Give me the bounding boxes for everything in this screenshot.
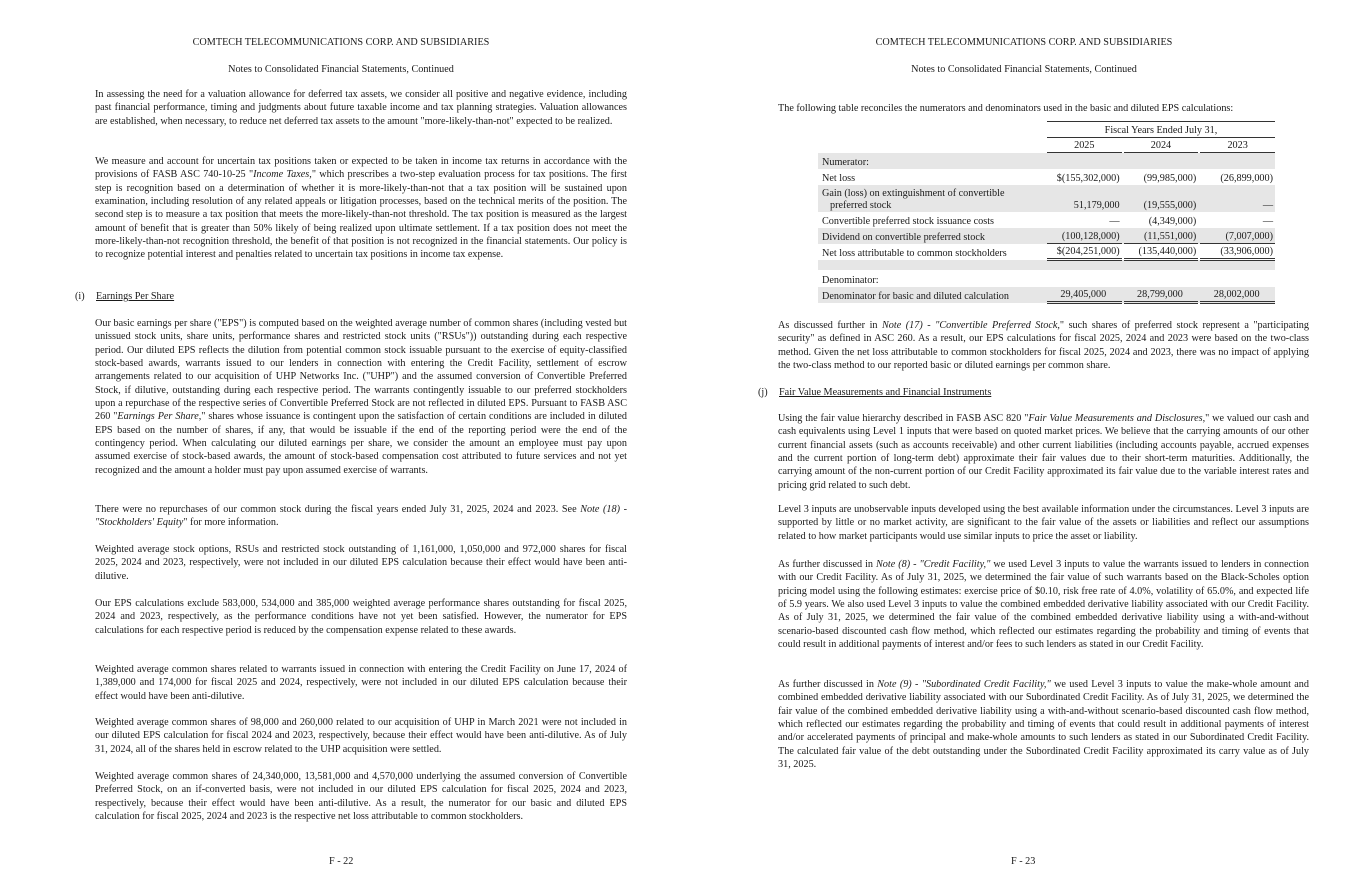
eps-reconciliation-table (818, 121, 1275, 304)
table-row (818, 212, 1275, 228)
period-header: Fiscal Years Ended July 31, (1047, 122, 1275, 138)
cell-2025: (100,128,000) (1047, 228, 1122, 244)
table-row (818, 228, 1275, 244)
cell-2024: (4,349,000) (1148, 215, 1197, 227)
row-label: Net loss (822, 172, 856, 184)
cell-2023: — (1200, 185, 1275, 212)
paragraph-level3-inputs: Level 3 inputs are unobservable inputs developed using the best available information under the circumstances. Level 3 inputs are supported by little or no market activity, are significant to the fair value of the assets or liabilities and reflect our assumptions related to how market participants would use similar inputs to price the asset or liability. (778, 504, 1309, 542)
cell-2025: — (1109, 215, 1120, 227)
section-letter: (j) (758, 387, 768, 398)
paragraph-performance-shares: Our EPS calculations exclude 583,000, 534,000 and 385,000 weighted average performance shares outstanding for fiscal 2025, 2024 and 2023, respectively, as the performance conditions have not yet been satisfied. However, the numerator for EPS calculations for each respective period is reduced by the compensation expense related to these awards. (95, 598, 627, 636)
company-header: COMTECH TELECOMMUNICATIONS CORP. AND SUBSIDIARIES (875, 37, 1173, 48)
paragraph-eps-definition: Our basic earnings per share ("EPS") is computed based on the weighted average number of common shares (including vested but unissued stock units, share units, performance shares and restricted stock units ("RSUs")) outstanding during each respective period. Our diluted EPS reflects the dilution from potential common stock issuable pursuant to the exercise of equity-classified stock-based awards, warrants issued to our lenders in connection with entering the Credit Facility, settlement of escrow arrangements related to our acquisition of UHP Networks Inc. ("UHP") and the assumed conversion of Convertible Preferred Stock, if dilutive, outstanding during each respective period. The warrants contingently issuable to our preferred stockholders upon a repurchase of the respective series of Convertible Preferred Stock are not reflected in diluted EPS. Pursuant to FASB ASC 260 "Earnings Per Share," shares whose issuance is contingent upon the satisfaction of certain conditions are included in diluted EPS based on the number of shares, if any, that would be issuable if the end of the reporting period were the end of the contingency period. When calculating our diluted earnings per share, we consider the amount an employee must pay upon assumed exercise of stock-based awards, the amount of stock-based compensation cost attributed to future services and not yet recognized and the amount a holder must pay upon assumed exercise of warrants. (95, 318, 627, 476)
left-page (0, 0, 682, 889)
section-letter: (i) (75, 291, 85, 302)
row-label: Gain (loss) on extinguishment of convertible preferred stock (818, 185, 1045, 212)
cell-2023: (7,007,000) (1200, 228, 1275, 244)
paragraph-warrants: Weighted average common shares related to warrants issued in connection with entering the Credit Facility on June 17, 2024 of 1,389,000 and 174,000 for fiscal 2025 and 2024, respectively, were not included in our diluted EPS calculation because their effect would have been anti-dilutive. (95, 664, 627, 702)
cell-2024: (19,555,000) (1124, 185, 1199, 212)
section-title: Earnings Per Share (96, 291, 175, 302)
row-label: Denominator for basic and diluted calculation (818, 287, 1045, 303)
cell-2024: (11,551,000) (1124, 228, 1199, 244)
table-header-row (818, 122, 1275, 138)
page-number: F - 23 (1011, 856, 1036, 867)
paragraph-subordinated-credit-facility: As further discussed in Note (9) - "Subordinated Credit Facility," we used Level 3 inputs to value the make-whole amount and combined embedded derivative liability associated with our Subordinated Credit Facility. As of July 31, 2025, we determined the fair value of the combined embedded derivative liability using a with-and-without scenario-based discounted cash flow method, which reflected our estimates regarding the probability and timing of events that could result in additional payments of interest and/or accelerated payments of principal and make-whole amounts to such lenders as stated in our Subordinated Credit Facility. The calculated fair value of the debt outstanding under the Subordinated Credit Facility approximated its carry value as of July 31, 2025. (778, 679, 1309, 771)
paragraph-table-intro: The following table reconciles the numerators and denominators used in the basic and diluted EPS calculations: (778, 103, 1234, 114)
year-header: 2023 (1200, 138, 1275, 153)
cell-2025: 29,405,000 (1047, 287, 1122, 303)
right-page (683, 0, 1365, 889)
paragraph-valuation-allowance: In assessing the need for a valuation allowance for deferred tax assets, we consider all positive and negative evidence, including past financial performance, timing and judgments about future taxable income and tax planning strategies. Valuation allowances are established, when necessary, to reduce net deferred tax assets to the amount "more-likely-than-not" expected to be realized. (95, 89, 627, 127)
paragraph-uhp-shares: Weighted average common shares of 98,000 and 260,000 related to our acquisition of UHP in March 2021 were not included in our diluted EPS calculation for fiscal 2024 and 2023, respectively, because their effect would have been anti-dilutive. As of July 31, 2024, all of the shares held in escrow related to the UHP acquisition were settled. (95, 717, 627, 755)
cell-2024: 28,799,000 (1124, 287, 1199, 303)
paragraph-credit-facility: As further discussed in Note (8) - "Credit Facility," we used Level 3 inputs to value the warrants issued to lenders in connection with our Credit Facility. As of July 31, 2025, we determined the fair value of such warrants based on the Black-Scholes option pricing model using the following estimates: exercise price of $0.10, risk free rate of 4.0%, volatility of 65.0%, and expected life of 5.9 years. We also used Level 3 inputs to value the combined embedded derivative liability associated with our Credit Facility. As of July 31, 2025, we determined the fair value of the combined embedded derivative liability using a with-and-without scenario-based discounted cash flow method, which reflected our estimates regarding the probability and timing of events that could result in additional payments of interest and/or fees to such lenders as stated in our Credit Facility. (778, 559, 1309, 651)
year-header: 2024 (1124, 138, 1199, 153)
table-row (818, 287, 1275, 303)
paragraph-repurchases: There were no repurchases of our common stock during the fiscal years ended July 31, 2025, 2024 and 2023. See Note (18) - "Stockholders' Equity" for more information. (95, 504, 627, 529)
cell-2023: (33,906,000) (1200, 244, 1275, 260)
cell-2023: — (1262, 215, 1273, 227)
cell-2025: 51,179,000 (1047, 185, 1122, 212)
table-row (818, 153, 1275, 169)
table-row (818, 169, 1275, 185)
paragraph-stock-options: Weighted average stock options, RSUs and restricted stock outstanding of 1,161,000, 1,050,000 and 972,000 shares for fiscal 2025, 2024 and 2023, respectively, were not included in our diluted EPS calculation because their effect would have been anti-dilutive. (95, 544, 627, 582)
row-label: Net loss attributable to common stockholders (822, 247, 1007, 259)
row-label: Convertible preferred stock issuance costs (822, 215, 994, 227)
numerator-label: Numerator: (818, 153, 1045, 169)
cell-2024: (99,985,000) (1143, 172, 1197, 184)
paragraph-convertible-shares: Weighted average common shares of 24,340,000, 13,581,000 and 4,570,000 underlying the assumed conversion of Convertible Preferred Stock, on an if-converted basis, were not included in our diluted EPS calculation for fiscal 2025, 2024 and 2023, respectively, because their effect would have been anti-dilutive. As a result, the numerator for our basic and diluted EPS calculation for fiscal 2025, 2024 and 2023 is the respective net loss attributable to common stockholders. (95, 771, 627, 823)
cell-2025: $(204,251,000) (1047, 244, 1122, 260)
paragraph-fair-value-hierarchy: Using the fair value hierarchy described in FASB ASC 820 "Fair Value Measurements and Disclosures," we valued our cash and cash equivalents using Level 1 inputs that were based on quoted market prices. We believe that the carrying amounts of our other current financial assets (such as accounts receivable) and other current liabilities (including accounts payable, accrued expenses and the current portion of long-term debt) approximate their fair values due to their short-term maturities. Additionally, the carrying amount of the non-current portion of our Credit Facility approximated its fair value due to the variable interest rates and pricing grid related to such debt. (778, 413, 1309, 491)
table-year-row (818, 138, 1275, 153)
page-subheader: Notes to Consolidated Financial Statements, Continued (911, 64, 1137, 75)
paragraph-participating-security: As discussed further in Note (17) - "Convertible Preferred Stock," such shares of preferred stock represent a "participating security" as defined in ASC 260. As a result, our EPS calculations for fiscal 2025, 2024 and 2023 were based on the two-class method. Given the net loss attributable to common stockholders for fiscal 2025, 2024 and 2023, there was no impact of applying the two-class method to our reported basic or diluted earnings per common share. (778, 320, 1309, 372)
row-label: Dividend on convertible preferred stock (818, 228, 1045, 244)
table-row (818, 244, 1275, 260)
cell-2023: 28,002,000 (1200, 287, 1275, 303)
year-header: 2025 (1047, 138, 1122, 153)
page-subheader: Notes to Consolidated Financial Statements, Continued (228, 64, 454, 75)
cell-2025: $(155,302,000) (1056, 172, 1120, 184)
cell-2023: (26,899,000) (1220, 172, 1273, 184)
paragraph-uncertain-tax: We measure and account for uncertain tax positions taken or expected to be taken in income tax returns in accordance with the provisions of FASB ASC 740-10-25 "Income Taxes," which prescribes a two-step evaluation process for tax positions. The first step is recognition based on a determination of whether it is more-likely-than-not that a tax position will be sustained upon examination, including resolution of any related appeals or litigation processes, based on the technical merits of the position. The second step is to measure a tax position that meets the more-likely-than-not threshold. The tax position is measured as the largest amount of benefit that is greater than 50% likely of being realized upon ultimate settlement. If a tax position does not meet the more-likely-than-not recognition threshold, the benefit of that position is not recognized in the financial statements. Our policy is to recognize potential interest and penalties related to uncertain tax positions in income tax expense. (95, 156, 627, 261)
table-row (818, 185, 1275, 212)
cell-2024: (135,440,000) (1124, 244, 1199, 260)
table-row (818, 270, 1275, 287)
section-title: Fair Value Measurements and Financial Instruments (779, 387, 992, 398)
company-header: COMTECH TELECOMMUNICATIONS CORP. AND SUBSIDIARIES (192, 37, 490, 48)
table-spacer-row (818, 260, 1275, 270)
page-number: F - 22 (329, 856, 354, 867)
denominator-label: Denominator: (822, 274, 879, 286)
